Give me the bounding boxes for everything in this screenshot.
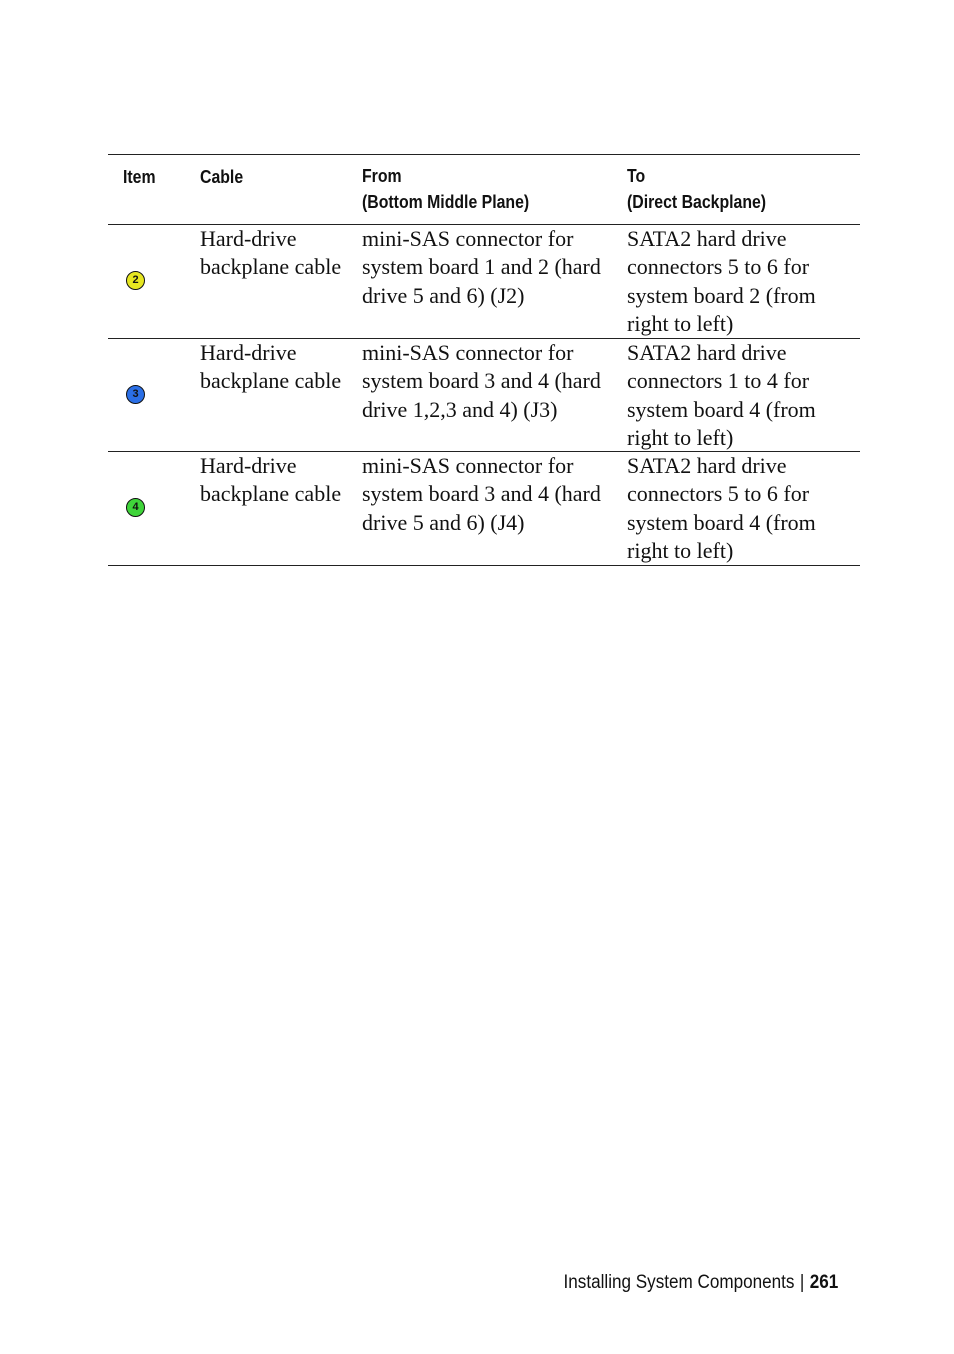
row-from: mini-SAS connector for system board 1 and 2 (hard drive 5 and 6) (J2) — [362, 226, 601, 308]
table-row — [108, 339, 860, 451]
row-cable: Hard-drive backplane cable — [200, 453, 342, 507]
footer-section-title: Installing System Components — [563, 1272, 795, 1293]
row-from: mini-SAS connector for system board 3 and 4 (hard drive 5 and 6) (J4) — [362, 453, 601, 535]
header-to-title: To — [627, 166, 646, 186]
row-to: SATA2 hard drive connectors 5 to 6 for system board 4 (from right to left) — [627, 453, 816, 563]
table-header-row — [108, 154, 860, 224]
item-badge-icon: 2 — [126, 271, 145, 290]
table-row — [108, 225, 860, 338]
row-from: mini-SAS connector for system board 3 and 4 (hard drive 1,2,3 and 4) (J3) — [362, 340, 601, 422]
table-bottom-rule — [108, 565, 860, 566]
row-cable: Hard-drive backplane cable — [200, 340, 342, 394]
row-cable: Hard-drive backplane cable — [200, 226, 342, 280]
header-item: Item — [123, 167, 156, 187]
header-to — [627, 163, 766, 215]
row-to: SATA2 hard drive connectors 5 to 6 for system board 2 (from right to left) — [627, 226, 816, 336]
header-from-title: From — [362, 166, 402, 186]
header-from — [362, 163, 529, 215]
header-from-subtitle: (Bottom Middle Plane) — [362, 192, 530, 212]
item-badge-icon: 3 — [126, 385, 145, 404]
page-number: 261 — [809, 1272, 838, 1293]
footer-separator: | — [799, 1272, 805, 1293]
header-cable: Cable — [200, 167, 244, 187]
header-to-subtitle: (Direct Backplane) — [627, 192, 767, 212]
row-to: SATA2 hard drive connectors 1 to 4 for system board 4 (from right to left) — [627, 340, 816, 450]
table-row — [108, 452, 860, 565]
page-footer — [563, 1272, 838, 1294]
item-badge-icon: 4 — [126, 498, 145, 517]
